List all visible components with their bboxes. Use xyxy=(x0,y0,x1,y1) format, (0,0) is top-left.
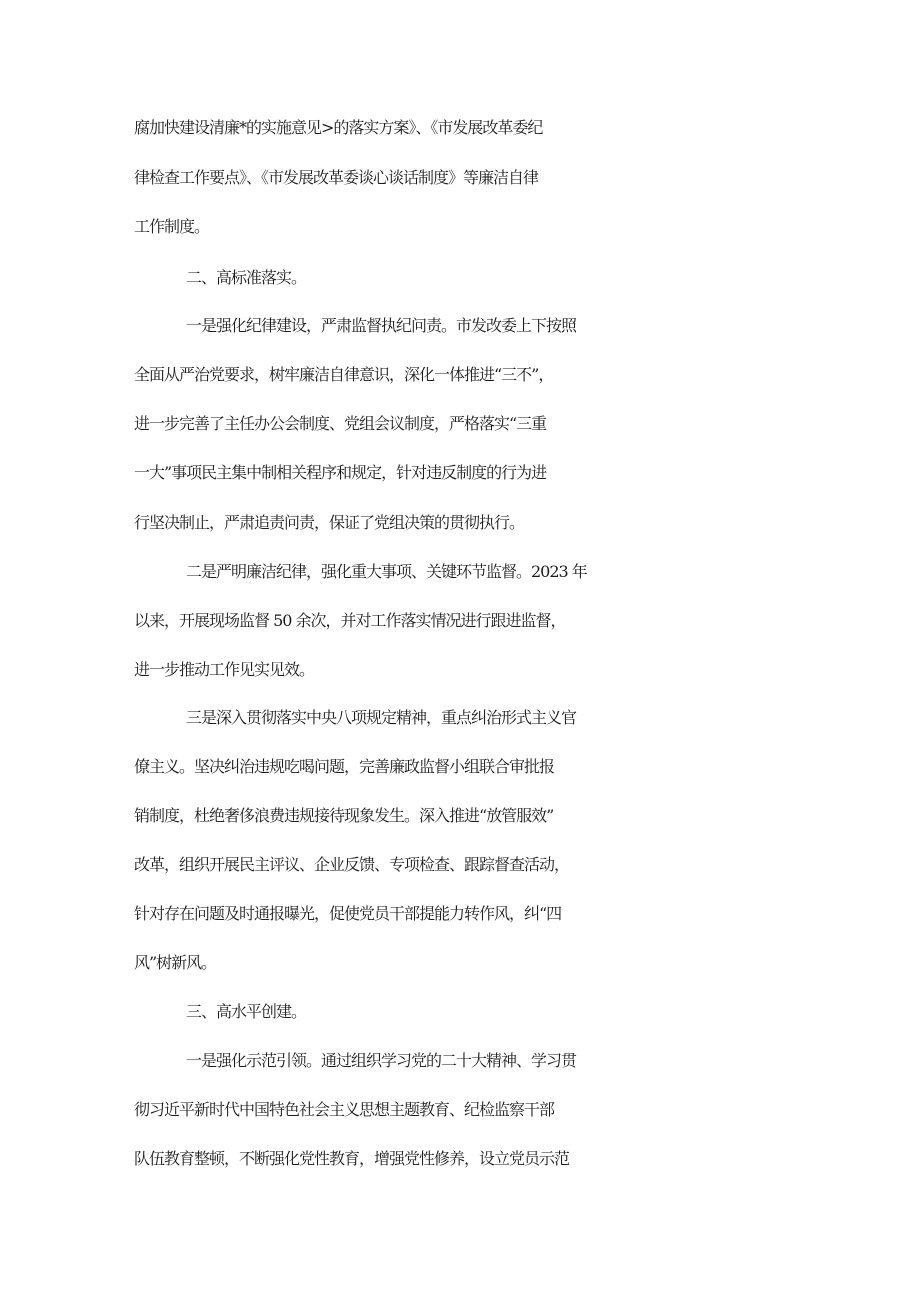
text-line: 律检查工作要点》、《市发展改革委谈心谈话制度》等廉洁自律 xyxy=(134,168,539,187)
section-heading: 三、高水平创建。 xyxy=(186,1002,307,1021)
text-line: 彻习近平新时代中国特色社会主义思想主题教育、纪检监察干部 xyxy=(134,1100,555,1119)
text-line: 进一步完善了主任办公会制度、党组会议制度，严格落实“三重 xyxy=(134,414,547,433)
text-line: 以来，开展现场监督 50 余次，并对工作落实情况进行跟进监督， xyxy=(134,611,566,630)
text-line: 风”树新风。 xyxy=(134,953,217,972)
text-line: 全面从严治党要求，树牢廉洁自律意识，深化一体推进“三不”， xyxy=(134,365,554,384)
text-line: 僚主义。坚决纠治违规吃喝问题，完善廉政监督小组联合审批报 xyxy=(134,757,555,776)
text-line: 一大”事项民主集中制相关程序和规定，针对违反制度的行为进 xyxy=(134,463,547,482)
text-line: 销制度，杜绝奢侈浪费违规接待现象发生。深入推进“放管服效” xyxy=(134,806,554,825)
text-line: 进一步推动工作见实见效。 xyxy=(134,660,315,679)
text-line: 一是强化示范引领。通过组织学习党的二十大精神、学习贯 xyxy=(186,1051,577,1070)
text-line: 腐加快建设清廉*的实施意见>的落实方案》、《市发展改革委纪 xyxy=(134,118,543,137)
text-line: 改革，组织开展民主评议、企业反馈、专项检查、跟踪督查活动， xyxy=(134,855,570,874)
text-line: 工作制度。 xyxy=(134,217,210,236)
text-line: 三是深入贯彻落实中央八项规定精神，重点纠治形式主义官 xyxy=(186,708,577,727)
text-line: 队伍教育整顿，不断强化党性教育，增强党性修养，设立党员示范 xyxy=(134,1149,570,1168)
section-heading: 二、高标准落实。 xyxy=(186,268,307,287)
text-line: 针对存在问题及时通报曝光，促使党员干部提能力转作风，纠“四 xyxy=(134,904,562,923)
text-line: 一是强化纪律建设，严肃监督执纪问责。市发改委上下按照 xyxy=(186,316,577,335)
text-line: 二是严明廉洁纪律，强化重大事项、关键环节监督。2023 年 xyxy=(186,562,587,581)
text-line: 行坚决制止，严肃追责问责，保证了党组决策的贯彻执行。 xyxy=(134,513,525,532)
